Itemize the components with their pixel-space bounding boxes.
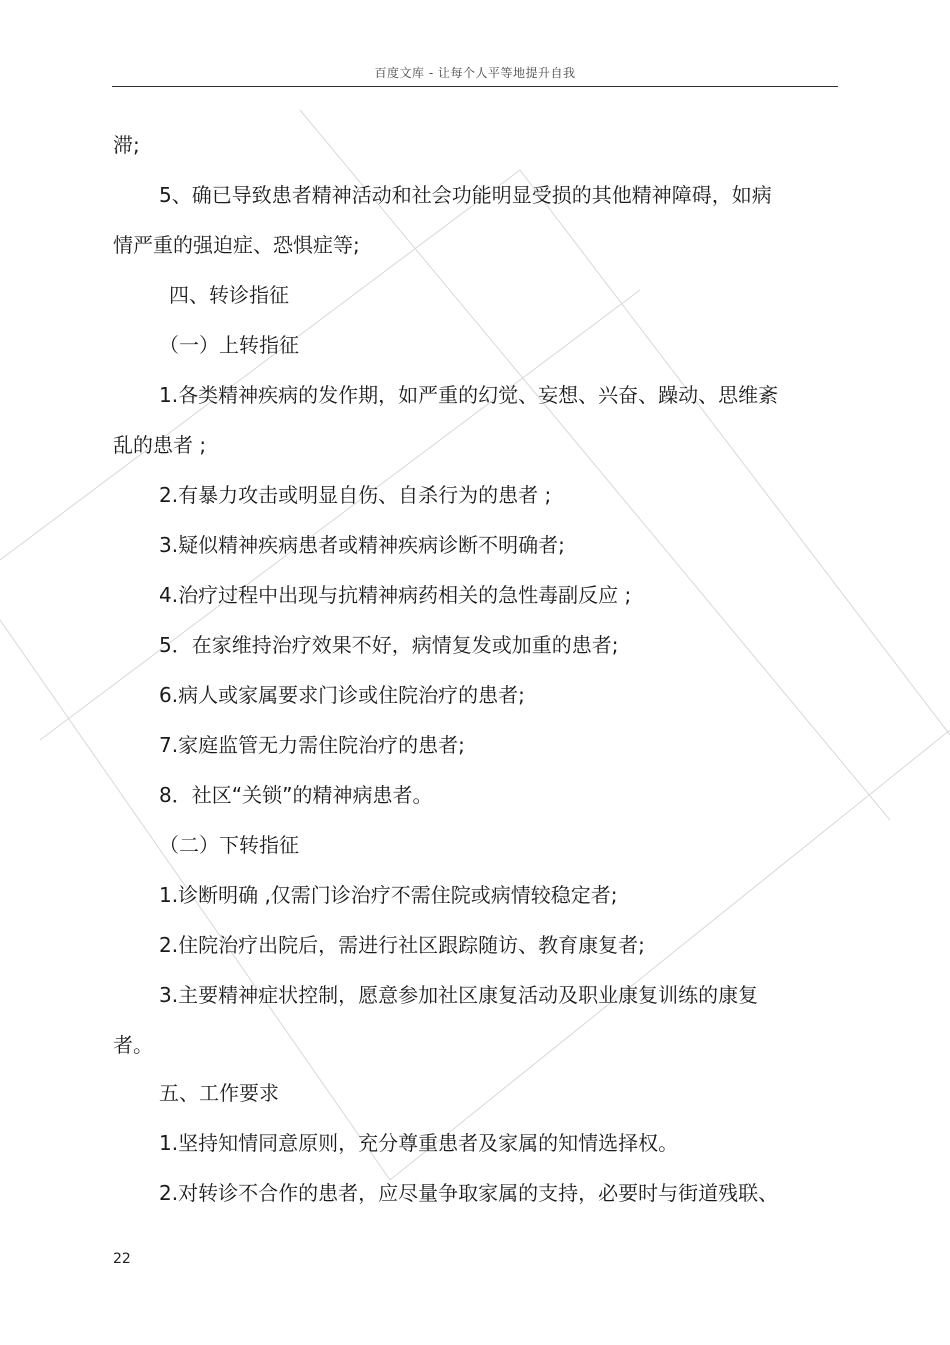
text-line: 4.治疗过程中出现与抗精神病药相关的急性毒副反应 ;	[159, 583, 632, 607]
text-line: 2.住院治疗出院后，需进行社区跟踪随访、教育康复者;	[159, 933, 645, 957]
text-line: 1.各类精神疾病的发作期，如严重的幻觉、妄想、兴奋、躁动、思维紊	[159, 383, 779, 407]
text-line: 5、确已导致患者精神活动和社会功能明显受损的其他精神障碍，如病	[159, 183, 772, 207]
subsection-heading: （一）上转指征	[159, 333, 299, 357]
text-line: 1.坚持知情同意原则，充分尊重患者及家属的知情选择权。	[159, 1131, 679, 1155]
text-line: 3.主要精神症状控制，愿意参加社区康复活动及职业康复训练的康复	[159, 983, 759, 1007]
text-line: 2.有暴力攻击或明显自伤、自杀行为的患者 ;	[159, 483, 552, 507]
subsection-heading: （二）下转指征	[159, 833, 299, 857]
page-number: 22	[113, 1251, 131, 1267]
text-line: 滞;	[113, 133, 140, 157]
text-line: 7.家庭监管无力需住院治疗的患者;	[159, 733, 465, 757]
header-divider	[112, 86, 838, 87]
text-line: 3.疑似精神疾病患者或精神疾病诊断不明确者;	[159, 533, 565, 557]
text-line: 6.病人或家属要求门诊或住院治疗的患者;	[159, 683, 525, 707]
text-line: 乱的患者 ;	[113, 433, 207, 457]
text-line: 8．社区“关锁”的精神病患者。	[159, 783, 433, 807]
text-line: 情严重的强迫症、恐惧症等;	[113, 233, 360, 257]
text-line: 1.诊断明确 ,仅需门诊治疗不需住院或病情较稳定者;	[159, 883, 618, 907]
text-line: 者。	[113, 1033, 153, 1057]
text-line: 2.对转诊不合作的患者，应尽量争取家属的支持，必要时与街道残联、	[159, 1181, 779, 1205]
text-line: 5．在家维持治疗效果不好，病情复发或加重的患者;	[159, 633, 619, 657]
section-heading: 四、转诊指征	[169, 283, 289, 307]
page-header: 百度文库 - 让每个人平等地提升自我	[374, 66, 576, 80]
section-heading: 五、工作要求	[159, 1081, 279, 1105]
